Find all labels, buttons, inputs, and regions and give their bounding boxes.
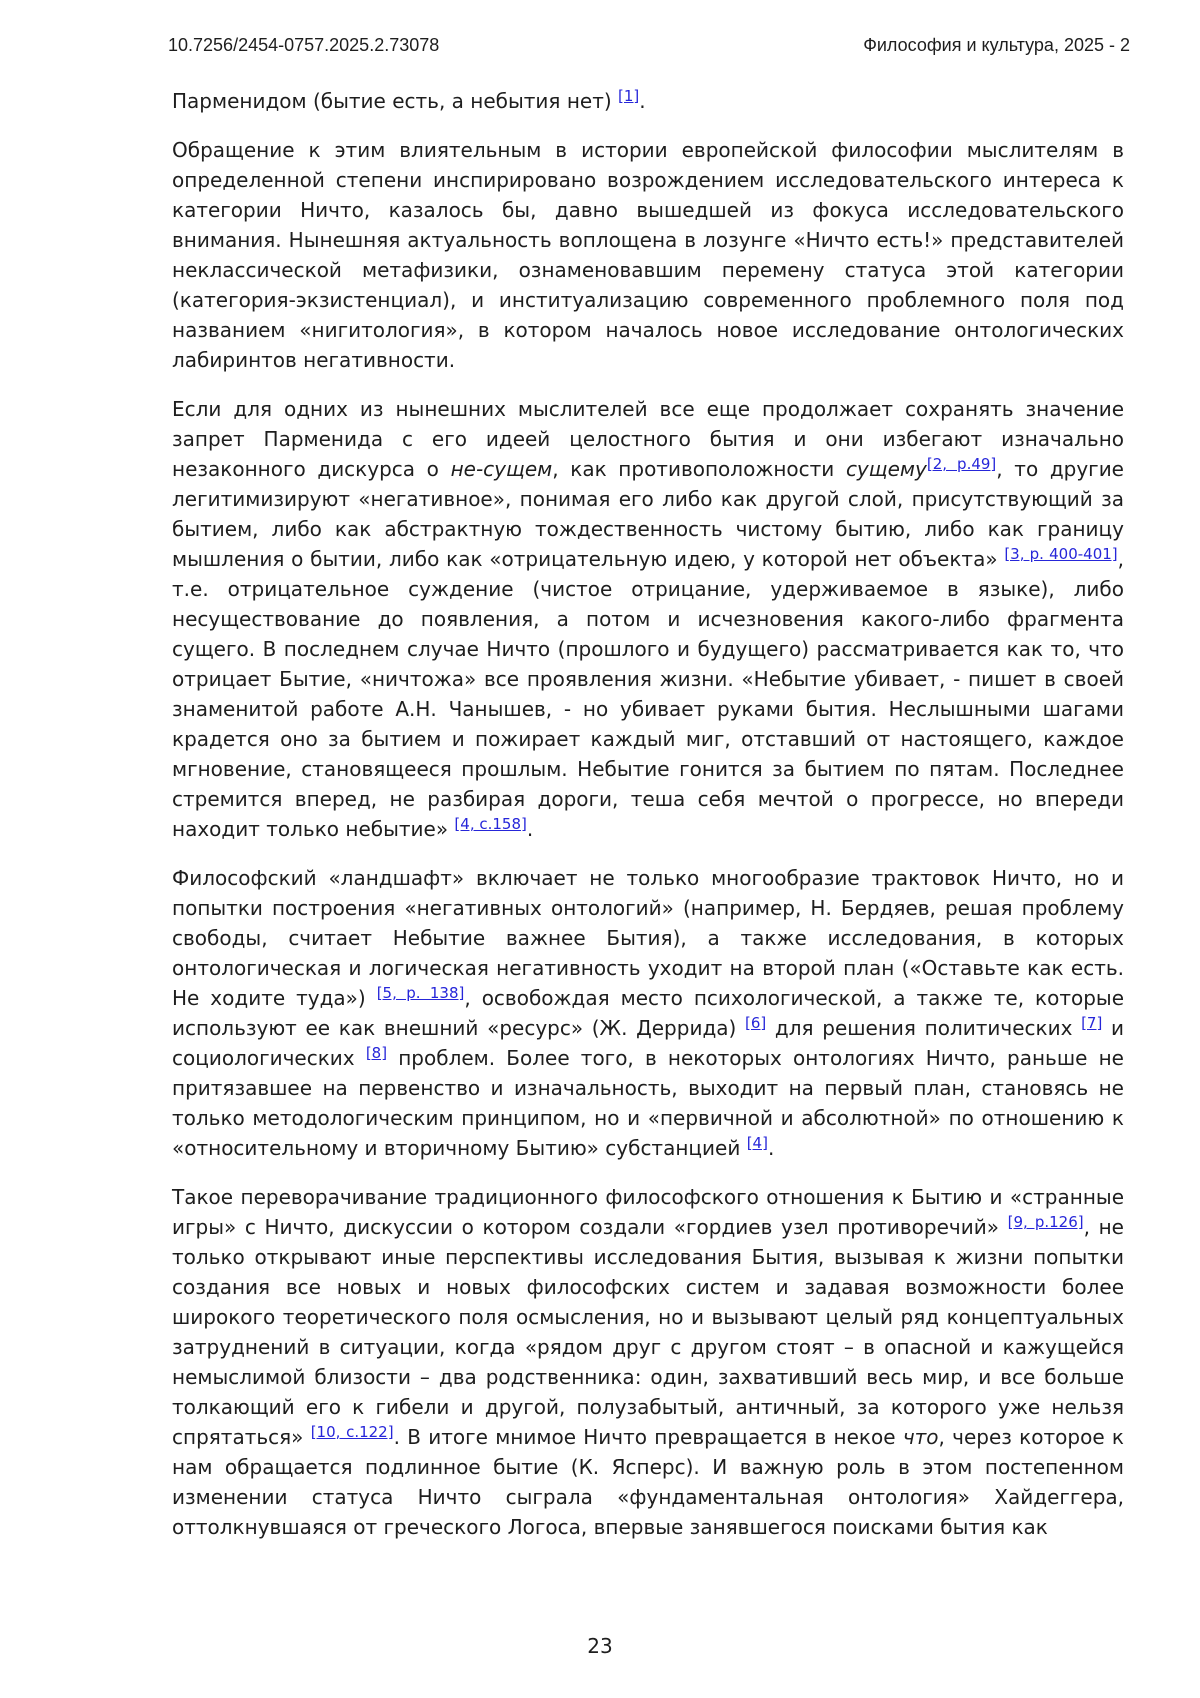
paragraph bbox=[172, 394, 1124, 844]
page-header bbox=[168, 34, 1130, 56]
text-run: проблем. Более того, в некоторых онтологиях Ничто, раньше не притязавшее на первенство и изначальность, выходит на первый план, становясь не только методологическим принципом, но и «первичной и абсолютной» по отношению к «относительному и вторичному Бытию» субстанцией bbox=[172, 1046, 1124, 1160]
journal-title: Философия и культура, 2025 - 2 bbox=[863, 35, 1130, 55]
ref-link[interactable]: [3, p. 400-401] bbox=[1004, 545, 1118, 563]
text-run: Такое переворачивание традиционного философского отношения к Бытию и «странные игры» с Ничто, дискуссии о котором создали «гордиев узел противоречий» bbox=[172, 1185, 1124, 1239]
text-run: Философский «ландшафт» включает не только многообразие трактовок Ничто, но и попытки построения «негативных онтологий» (например, Н. Бердяев, решая проблему свободы, считает Небытие важнее Бытия), а также исследования, в которых онтологическая и логическая негативность уходит на второй план («Оставьте как есть. Не ходите туда») bbox=[172, 866, 1124, 1010]
doi-text: 10.7256/2454-0757.2025.2.73078 bbox=[168, 35, 440, 55]
text-run: , то другие легитимизируют «негативное», понимая его либо как другой слой, присутствующий за бытием, либо как абстрактную тождественность чистому бытию, либо как границу мышления о бытии, либо как «отрицательную идею, у которой нет объекта» bbox=[172, 457, 1124, 571]
italic-text: не-сущем bbox=[450, 457, 553, 481]
text-run: . В итоге мнимое Ничто превращается в некое bbox=[393, 1425, 903, 1449]
page-number: 23 bbox=[587, 1634, 613, 1658]
text-run: Парменидом (бытие есть, а небытия нет) bbox=[172, 89, 619, 113]
text-run: . bbox=[526, 817, 534, 841]
ref-link[interactable]: [1] bbox=[618, 87, 640, 105]
text-run: для решения политических bbox=[766, 1016, 1082, 1040]
text-run: , не только открывают иные перспективы исследования Бытия, вызывая к жизни попытки создания все новых и новых философских систем и задавая возможности более широкого теоретического поля осмысления, но и вызывают целый ряд концептуальных затруднений в ситуации, когда «рядом друг с другом стоят – в опасной и кажущейся немыслимой близости – два родственника: один, захвативший весь мир, и все больше толкающий его к гибели и другой, полузабытый, античный, за которого уже нельзя спрятаться» bbox=[172, 1215, 1124, 1449]
paragraph bbox=[172, 1182, 1124, 1542]
ref-link[interactable]: [8] bbox=[365, 1044, 388, 1062]
article-body bbox=[172, 86, 1124, 1561]
text-run: . bbox=[767, 1136, 775, 1160]
text-run: , как противоположности bbox=[552, 457, 846, 481]
paragraph bbox=[172, 86, 1124, 116]
italic-text: сущему bbox=[845, 457, 927, 481]
text-run: Обращение к этим влиятельным в истории европейской философии мыслителям в определенной степени инспирировано возрождением исследовательского интереса к категории Ничто, казалось бы, давно вышедшей из фокуса исследовательского внимания. Нынешняя актуальность воплощена в лозунге «Ничто есть!» представителей неклассической метафизики, ознаменовавшим перемену статуса этой категории (категория-экзистенциал), и институализацию современного проблемного поля под названием «нигитология», в котором началось новое исследование онтологических лабиринтов негативности. bbox=[172, 138, 1124, 372]
text-run: , через которое к нам обращается подлинное бытие (К. Ясперс). И важную роль в этом постепенном изменении статуса Ничто сыграла «фундаментальная онтология» Хайдеггера, оттолкнувшаяся от греческого Логоса, впервые занявшегося поисками бытия как bbox=[172, 1425, 1124, 1539]
italic-text: что bbox=[902, 1425, 939, 1449]
text-run: , освобождая место психологической, а также те, которые используют ее как внешний «ресурс» (Ж. Деррида) bbox=[172, 986, 1124, 1040]
ref-link[interactable]: [6] bbox=[745, 1014, 767, 1032]
paragraph bbox=[172, 135, 1124, 375]
ref-link[interactable]: [10, с.122] bbox=[310, 1423, 394, 1441]
ref-link[interactable]: [4, с.158] bbox=[454, 815, 527, 833]
ref-link[interactable]: [9, p.126] bbox=[1007, 1213, 1084, 1231]
text-run: Если для одних из нынешних мыслителей все еще продолжает сохранять значение запрет Парменида с его идеей целостного бытия и они избегают изначально незаконного дискурса о bbox=[172, 397, 1124, 481]
ref-link[interactable]: [5, p. 138] bbox=[376, 984, 465, 1002]
page-footer bbox=[0, 1634, 1200, 1658]
text-run: . bbox=[639, 89, 646, 113]
ref-link[interactable]: [7] bbox=[1081, 1014, 1103, 1032]
ref-link[interactable]: [4] bbox=[746, 1134, 768, 1152]
text-run: , т.е. отрицательное суждение (чистое отрицание, удерживаемое в языке), либо несуществование до появления, а потом и исчезновения какого-либо фрагмента сущего. В последнем случае Ничто (прошлого и будущего) рассматривается как то, что отрицает Бытие, «ничтожа» все проявления жизни. «Небытие убивает, - пишет в своей знаменитой работе А.Н. Чанышев, - но убивает руками бытия. Неслышными шагами крадется оно за бытием и пожирает каждый миг, отставший от настоящего, каждое мгновение, становящееся прошлым. Небытие гонится за бытием по пятам. Последнее стремится вперед, не разбирая дороги, теша себя мечтой о прогрессе, но впереди находит только небытие» bbox=[172, 547, 1124, 841]
text-run: и социологических bbox=[172, 1016, 1124, 1070]
ref-link[interactable]: [2, p.49] bbox=[926, 455, 997, 473]
paragraph bbox=[172, 863, 1124, 1163]
